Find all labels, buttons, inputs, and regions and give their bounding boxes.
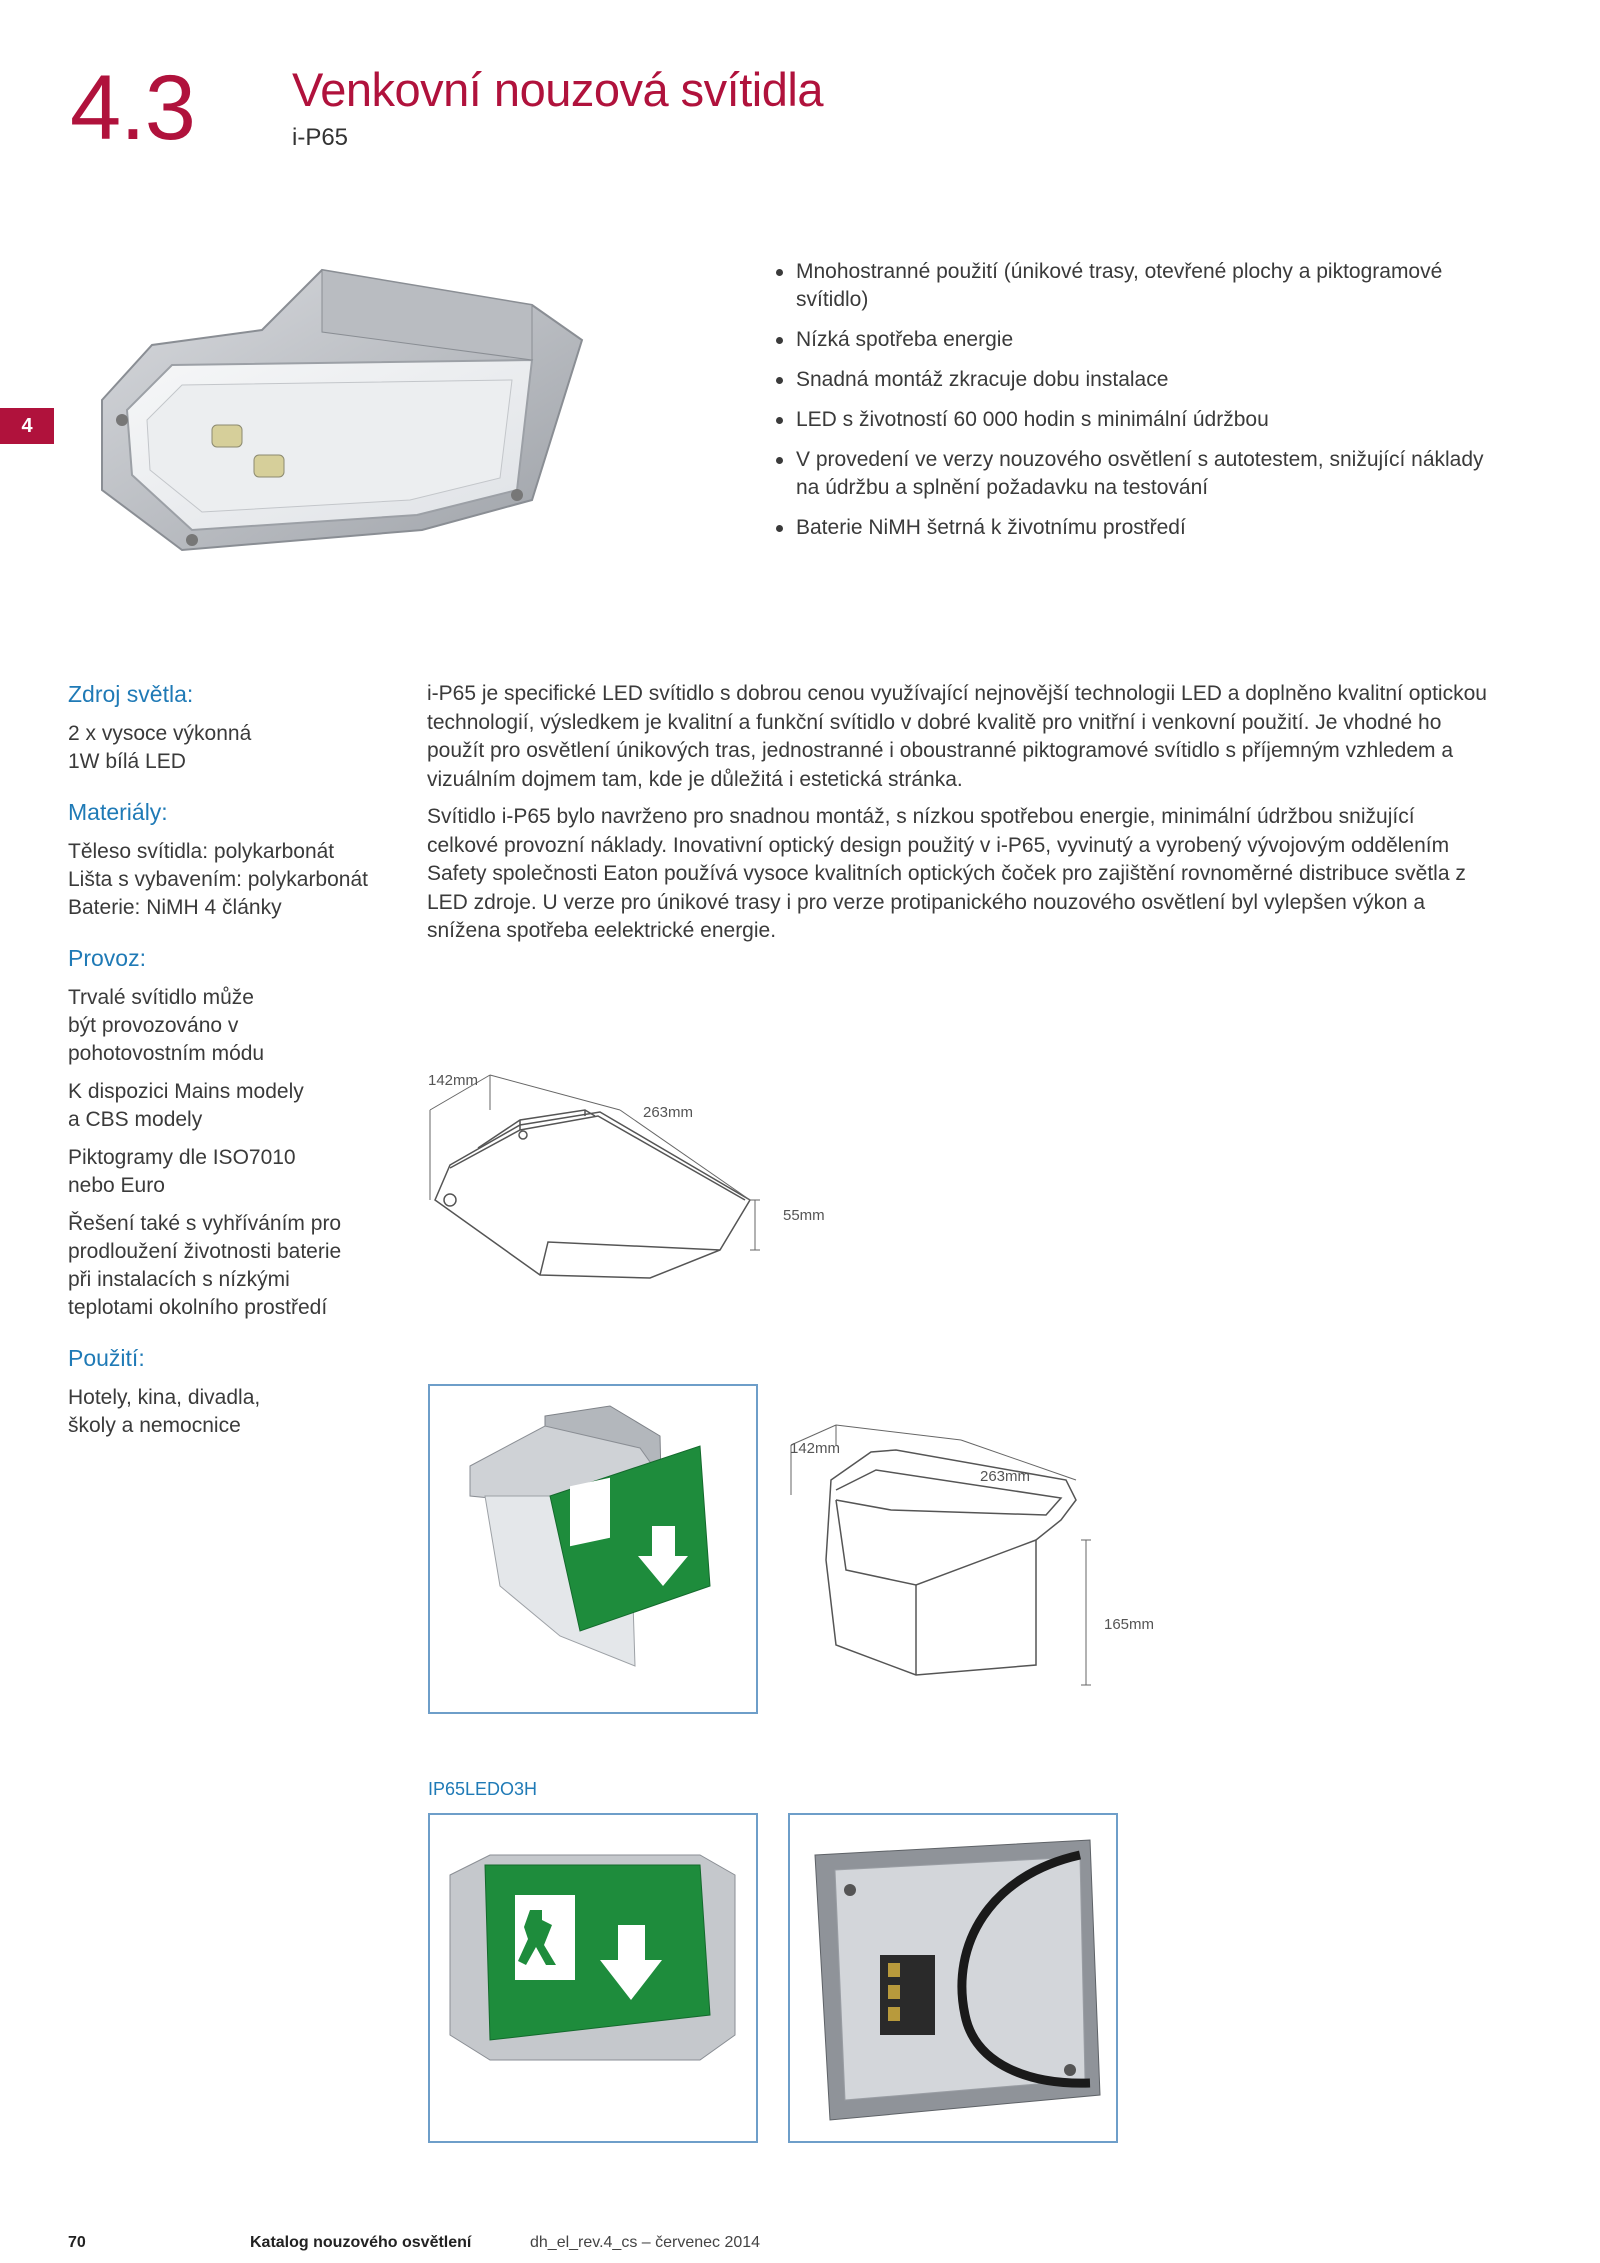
usage-section [68,1344,408,1440]
dimension-height-label: 165mm [1104,1616,1155,1633]
operation-text: K dispozici Mains modely a CBS modely [68,1080,304,1131]
feature-item: V provedení ve verzy nouzového osvětlení s autotestem, snižující náklady na údržbu a splnění požadavku na testování [768,446,1508,502]
exit-sign-photo [430,1815,756,2141]
dimension-height-label: 55mm [783,1207,825,1224]
internal-view-photo-frame [788,1813,1118,2143]
internal-view-photo [790,1815,1116,2141]
operation-section [68,944,408,1322]
dimension-length-label: 263mm [643,1104,694,1121]
page-subtitle: i-P65 [292,124,349,151]
dimension-width-label: 142mm [428,1072,479,1089]
page-title: Venkovní nouzová svítidla [292,63,823,116]
materials-text: Těleso svítidla: polykarbonát Lišta s vybavením: polykarbonát Baterie: NiMH 4 články [68,840,368,919]
catalog-title: Katalog nouzového osvětlení [250,2234,472,2251]
usage-heading: Použití: [68,1345,145,1371]
feature-item: Nízká spotřeba energie [768,326,1508,354]
description-paragraph: i-P65 je specifické LED svítidlo s dobrou cenou využívající nejnovější technologii LED a doplněno kvalitní optickou technologií, výsledkem je kvalitní a funkční svítidlo v dobré kvalitě pro vnitřní i venkovní použití. Je vhodné ho použít pro osvětlení únikových tras, jednostranné i oboustranné piktogramové svítidlo s příjemným vzhledem a vizuálním dojmem tam, kde je důležitá i estetická stránka. [427,682,1487,791]
light-source-section [68,680,408,776]
dimension-drawing [776,1420,1176,1710]
operation-text: Piktogramy dle ISO7010 nebo Euro [68,1146,296,1197]
feature-item: Mnohostranné použití (únikové trasy, otevřené plochy a piktogramové svítidlo) [768,258,1508,314]
catalog-revision: dh_el_rev.4_cs – červenec 2014 [530,2234,761,2251]
description-paragraph: Svítidlo i-P65 bylo navrženo pro snadnou montáž, s nízkou spotřebou energie, minimální údržbou snižující celkové provozní náklady. Inovativní optický design použitý v i-P65, vyvinutý a vyrobený vývojovým oddělením Safety společnosti Eaton používá vysoce kvalitních optických čoček pro zajištění rovnoměrné distribuce světla z LED zdroje. U verze pro únikové trasy i pro verze protipanického nouzového osvětlení byl vylepšen výkon a snížena spotřeba eelektrické energie. [427,805,1466,942]
product-description [427,680,1487,955]
feature-item: Baterie NiMH šetrná k životnímu prostředí [768,514,1508,542]
spec-sidebar [68,680,408,1462]
variant-code: IP65LEDO3H [428,1779,538,1799]
product-photo [62,250,618,590]
feature-list [768,258,1508,554]
exit-sign-photo [430,1386,756,1712]
dimension-drawing [420,1050,820,1290]
materials-heading: Materiály: [68,799,168,825]
operation-text: Řešení také s vyhříváním pro prodloužení životnosti baterie při instalacích s nízkými teplotami okolního prostředí [68,1212,342,1319]
operation-heading: Provoz: [68,945,146,971]
page-number: 70 [68,2234,86,2251]
light-source-heading: Zdroj světla: [68,681,194,707]
dimension-length-label: 263mm [980,1468,1031,1485]
section-number: 4.3 [70,57,195,159]
materials-section [68,798,408,922]
dimension-width-label: 142mm [790,1440,841,1457]
chapter-tab: 4 [0,408,54,444]
light-source-text: 2 x vysoce výkonná 1W bílá LED [68,722,252,773]
operation-text: Trvalé svítidlo může být provozováno v pohotovostním módu [68,986,265,1065]
variant-photo-frame [428,1813,758,2143]
feature-item: Snadná montáž zkracuje dobu instalace [768,366,1508,394]
feature-item: LED s životností 60 000 hodin s minimální údržbou [768,406,1508,434]
variant-photo-frame [428,1384,758,1714]
usage-text: Hotely, kina, divadla, školy a nemocnice [68,1386,261,1437]
